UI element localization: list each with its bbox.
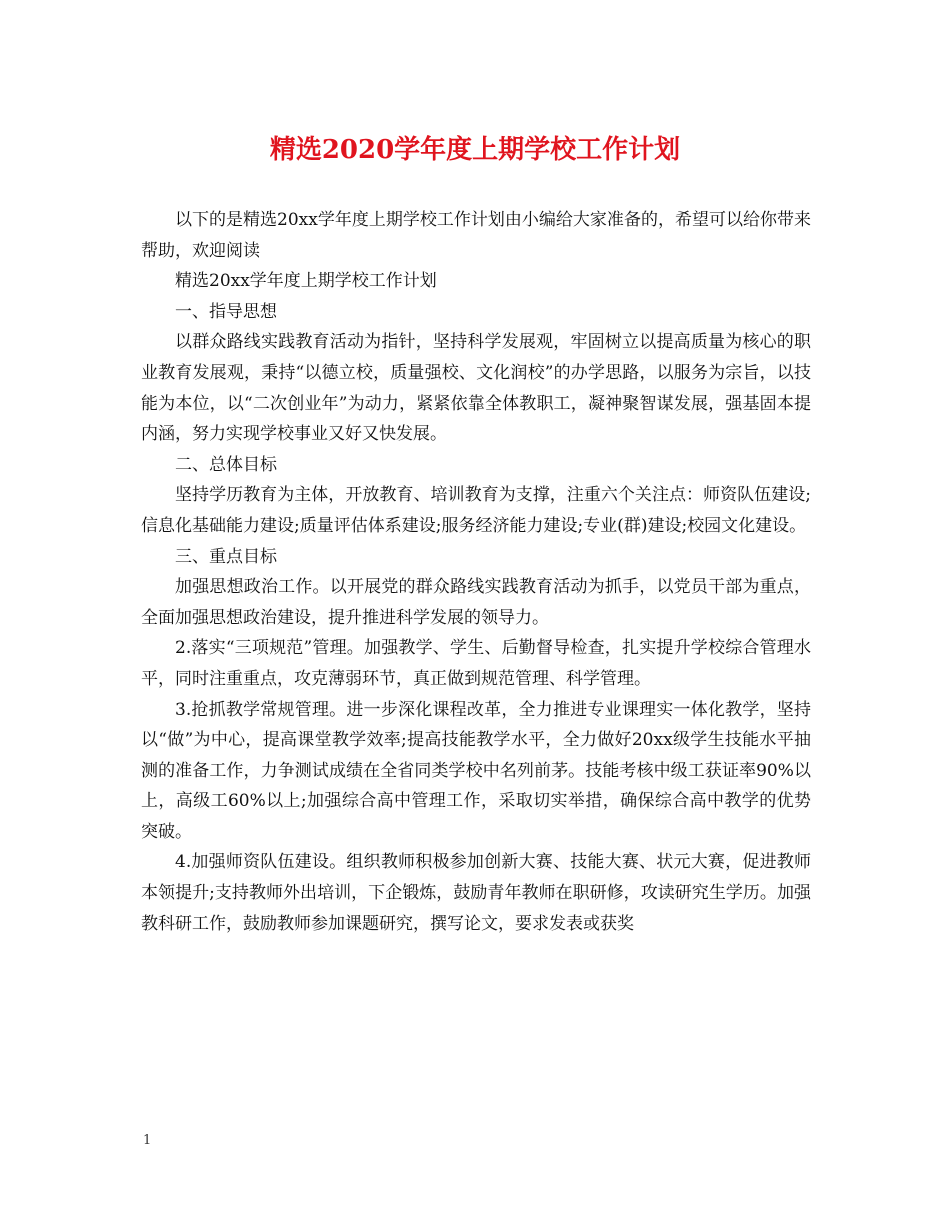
paragraph-intro: 以下的是精选20xx学年度上期学校工作计划由小编给大家准备的，希望可以给你带来帮助，欢迎阅读	[141, 210, 811, 261]
document-title: 精选2020学年度上期学校工作计划	[269, 135, 681, 165]
paragraph-key-goal-4: 4.加强师资队伍建设。组织教师积极参加创新大赛、技能大赛、状元大赛，促进教师本领提升;支持教师外出培训，下企锻炼，鼓励青年教师在职研修，攻读研究生学历。加强教科研工作，鼓励教师参加课题研究，撰写论文，要求发表或获奖	[141, 852, 811, 934]
paragraph-subtitle: 精选20xx学年度上期学校工作计划	[175, 271, 437, 292]
paragraph-key-goal-3: 3.抢抓教学常规管理。进一步深化课程改革，全力推进专业课理实一体化教学，坚持以“做”为中心，提高课堂教学效率;提高技能教学水平，全力做好20xx级学生技能水平抽测的准备工作，力争测试成绩在全省同类学校中名列前茅。技能考核中级工获证率90%以上，高级工60%以上;加强综合高中管理工作，采取切实举措，确保综合高中教学的优势突破。	[141, 699, 811, 842]
document-body	[141, 205, 811, 939]
paragraph-overall-goals: 坚持学历教育为主体，开放教育、培训教育为支撑，注重六个关注点：师资队伍建设;信息化基础能力建设;质量评估体系建设;服务经济能力建设;专业(群)建设;校园文化建设。	[141, 485, 811, 536]
section-heading-overall-goals: 二、总体目标	[175, 454, 277, 475]
section-heading-key-goals: 三、重点目标	[175, 546, 277, 567]
paragraph-guiding-ideology: 以群众路线实践教育活动为指针，坚持科学发展观，牢固树立以提高质量为核心的职业教育发展观，秉持“以德立校，质量强校、文化润校”的办学思路，以服务为宗旨，以技能为本位，以“二次创业年”为动力，紧紧依靠全体教职工，凝神聚智谋发展，强基固本提内涵，努力实现学校事业又好又快发展。	[141, 332, 811, 445]
section-heading-guiding-ideology: 一、指导思想	[175, 301, 277, 322]
paragraph-key-goal-2: 2.落实“三项规范”管理。加强教学、学生、后勤督导检查，扎实提升学校综合管理水平，同时注重重点，攻克薄弱环节，真正做到规范管理、科学管理。	[141, 638, 811, 689]
page-number: 1	[143, 1133, 152, 1148]
paragraph-key-goal-1: 加强思想政治工作。以开展党的群众路线实践教育活动为抓手，以党员干部为重点，全面加强思想政治建设，提升推进科学发展的领导力。	[141, 577, 811, 628]
